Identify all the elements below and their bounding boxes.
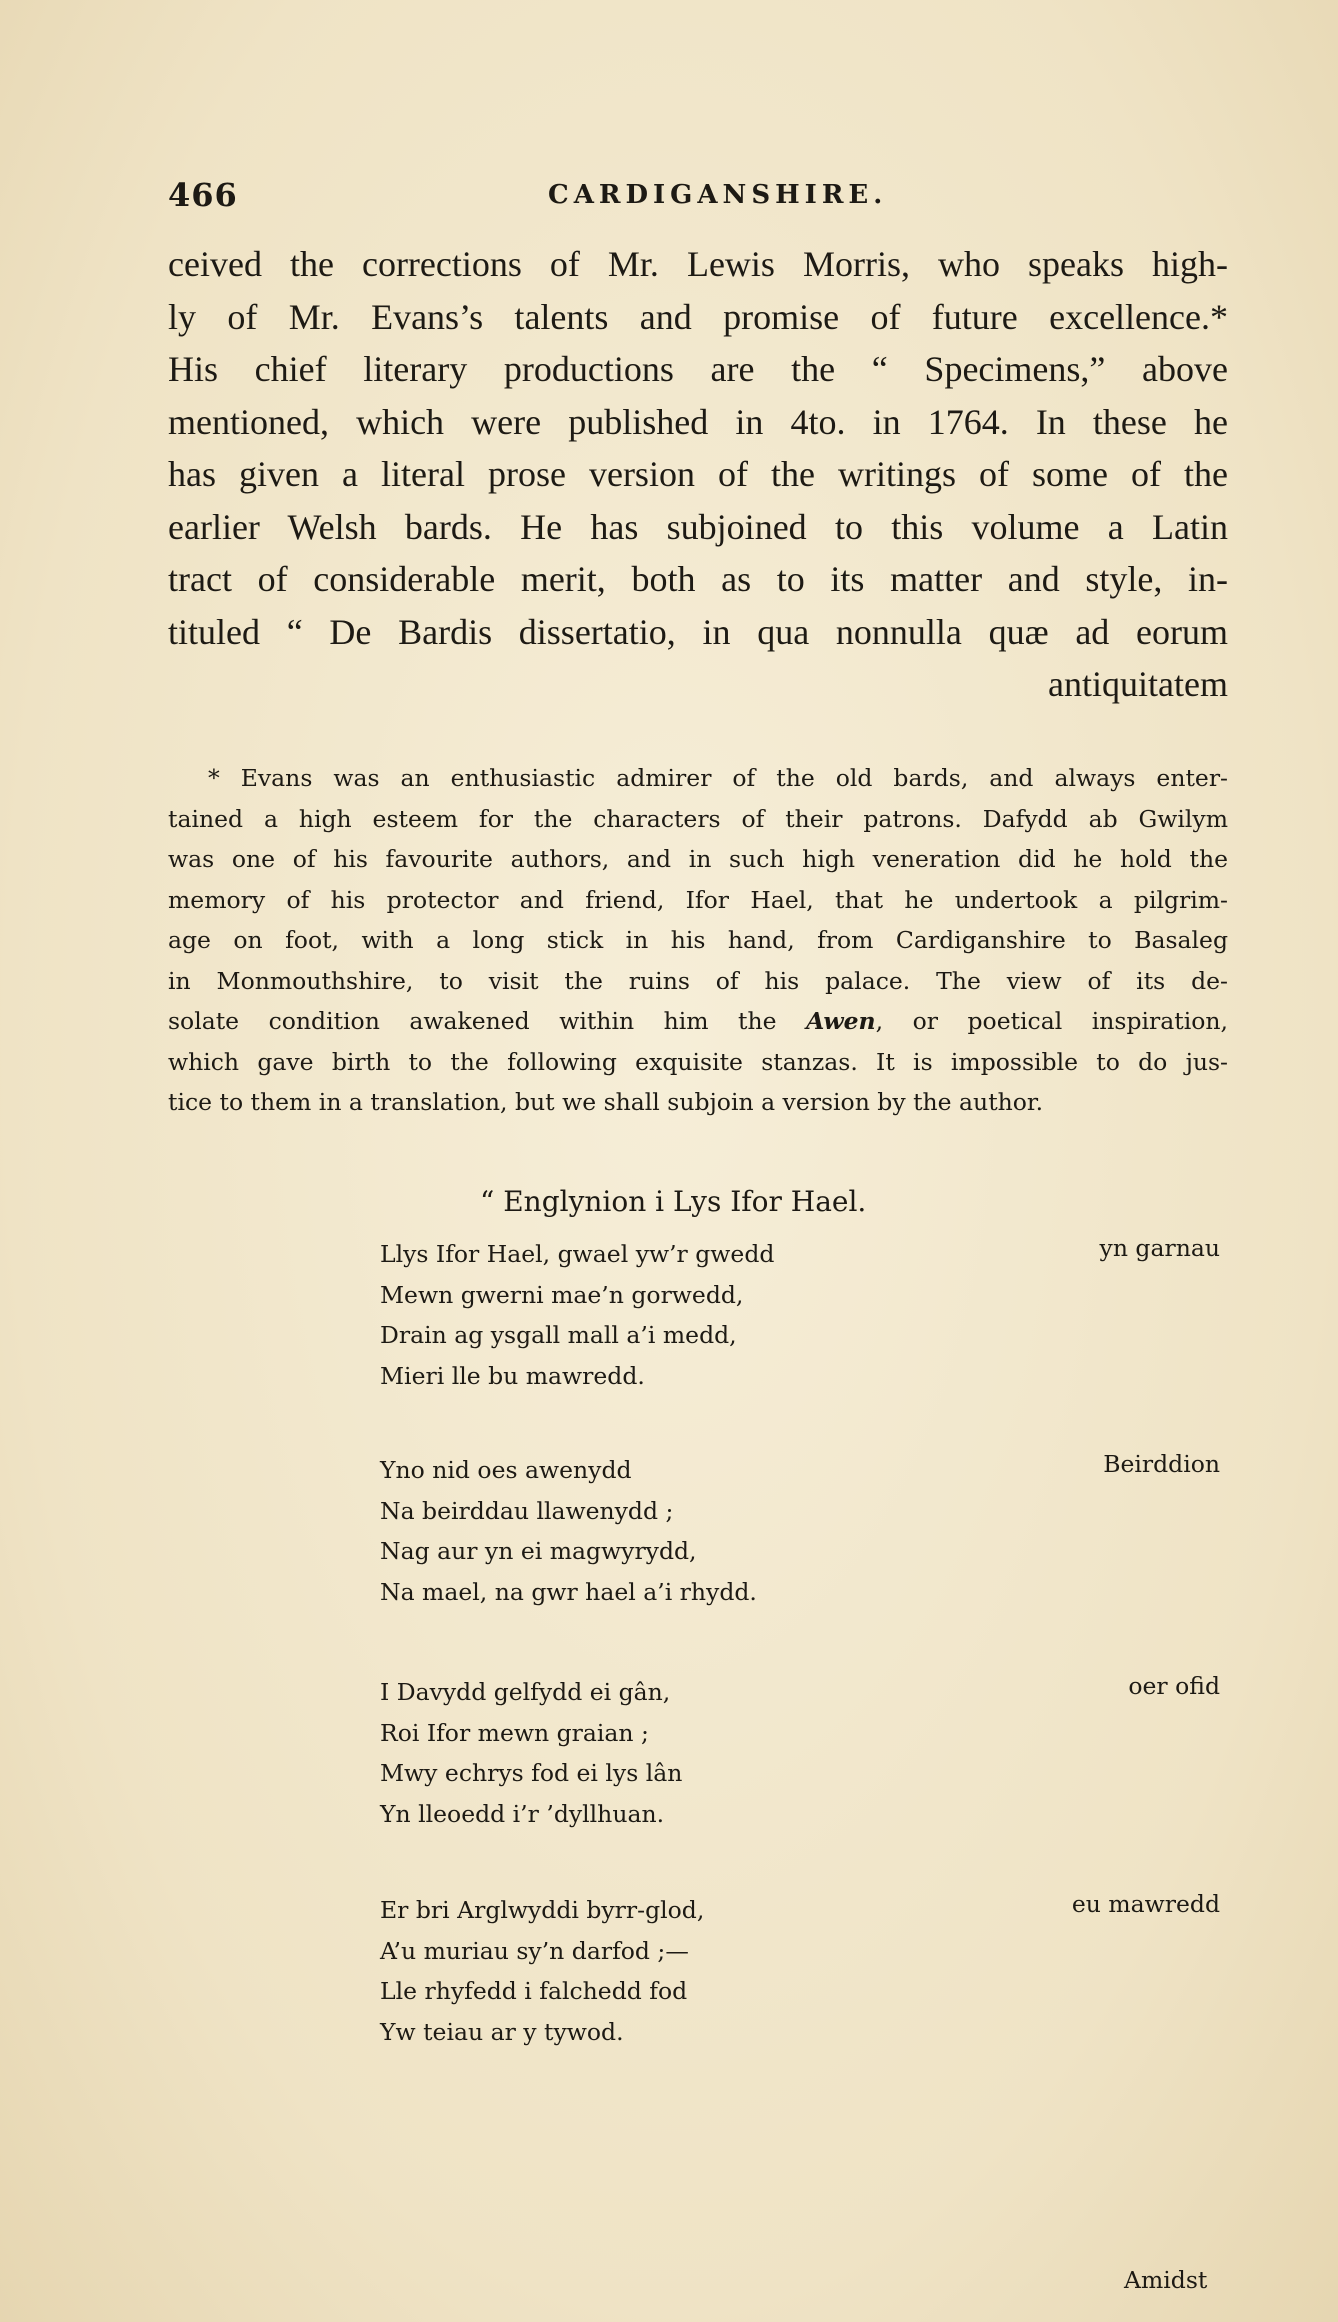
footnote-text: solate condition awakened within him the xyxy=(168,1007,777,1035)
poem-line: Na beirddau llawenydd ; xyxy=(380,1496,674,1525)
poem-title: “ Englynion i Lys Ifor Hael. xyxy=(480,1185,867,1218)
poem-line: Drain ag ysgall mall a’i medd, xyxy=(380,1321,737,1349)
poem-line: A’u muriau sy’n darfod ;— xyxy=(380,1936,689,1965)
body-line: ly of Mr. Evans’s talents and promise of future excellence.* xyxy=(168,296,1228,337)
poem-stanza xyxy=(380,1234,1220,1396)
footnote-line: tained a high esteem for the characters of their patrons. Dafydd ab Gwilym xyxy=(168,804,1228,833)
footnote-text: , or poetical inspiration, xyxy=(875,1007,1228,1035)
poem-line: Mewn gwerni mae’n gorwedd, xyxy=(380,1280,744,1309)
footnote-line: which gave birth to the following exquisite stanzas. It is impossible to do jus- xyxy=(168,1047,1228,1076)
poem-line: Er bri Arglwyddi byrr-glod, xyxy=(380,1896,705,1924)
poem-line: Na mael, na gwr hael a’i rhydd. xyxy=(380,1577,757,1606)
body-text xyxy=(168,238,1228,711)
body-line: mentioned, which were published in 4to. in 1764. In these he xyxy=(168,401,1228,442)
footnote xyxy=(168,758,1228,1123)
poem-line: I Davydd gelfydd ei gân, xyxy=(380,1678,671,1706)
poem-line: Nag aur yn ei magwyrydd, xyxy=(380,1537,697,1565)
footnote-line: * Evans was an enthusiastic admirer of the old bards, and always enter- xyxy=(208,764,1228,792)
poem-stanza xyxy=(380,1672,1220,1834)
poem-line: Roi Ifor mewn graian ; xyxy=(380,1718,649,1747)
poem-line: Mieri lle bu mawredd. xyxy=(380,1361,645,1390)
body-line: tituled “ De Bardis dissertatio, in qua nonnulla quæ ad eorum xyxy=(168,611,1228,652)
poem-line: Yno nid oes awenydd xyxy=(380,1456,632,1484)
poem-stanza xyxy=(380,1450,1220,1612)
stanza-tail: oer ofid xyxy=(1128,1672,1220,1700)
footnote-line: in Monmouthshire, to visit the ruins of his palace. The view of its de- xyxy=(168,966,1228,995)
footnote-line: was one of his favourite authors, and in such high veneration did he hold the xyxy=(168,845,1228,873)
poem-line: Llys Ifor Hael, gwael yw’r gwedd xyxy=(380,1240,775,1268)
footnote-line: age on foot, with a long stick in his hand, from Cardiganshire to Basaleg xyxy=(168,926,1228,954)
footnote-italic-word: Awen xyxy=(806,1007,876,1035)
page-header xyxy=(168,176,1228,216)
poem-line: Lle rhyfedd i falchedd fod xyxy=(380,1977,688,2005)
stanza-tail: eu mawredd xyxy=(1071,1890,1220,1918)
body-line: His chief literary productions are the “ Specimens,” above xyxy=(168,349,1228,389)
body-line: earlier Welsh bards. He has subjoined to this volume a Latin xyxy=(168,506,1228,547)
body-line: ceived the corrections of Mr. Lewis Morris, who speaks high- xyxy=(168,244,1228,284)
footnote-line: memory of his protector and friend, Ifor Hael, that he undertook a pilgrim- xyxy=(168,885,1228,914)
poem-line: Yw teiau ar y tywod. xyxy=(380,2017,624,2046)
body-line: tract of considerable merit, both as to its matter and style, in- xyxy=(168,559,1228,599)
stanza-tail: Beirddion xyxy=(1103,1450,1220,1478)
stanza-tail: yn garnau xyxy=(1099,1234,1220,1262)
running-head: CARDIGANSHIRE. xyxy=(548,180,888,210)
footnote-line: tice to them in a translation, but we shall subjoin a version by the author. xyxy=(168,1088,1044,1116)
poem-stanza xyxy=(380,1890,1220,2052)
page-number: 466 xyxy=(168,176,238,214)
footnote-line xyxy=(168,1001,1228,1042)
poem-line: Mwy echrys fod ei lys lân xyxy=(380,1759,683,1787)
body-line: antiquitatem xyxy=(1048,664,1228,704)
body-line: has given a literal prose version of the writings of some of the xyxy=(168,454,1228,494)
poem-line: Yn lleoedd i’r ’dyllhuan. xyxy=(380,1799,665,1828)
catchword: Amidst xyxy=(1124,2266,1208,2294)
